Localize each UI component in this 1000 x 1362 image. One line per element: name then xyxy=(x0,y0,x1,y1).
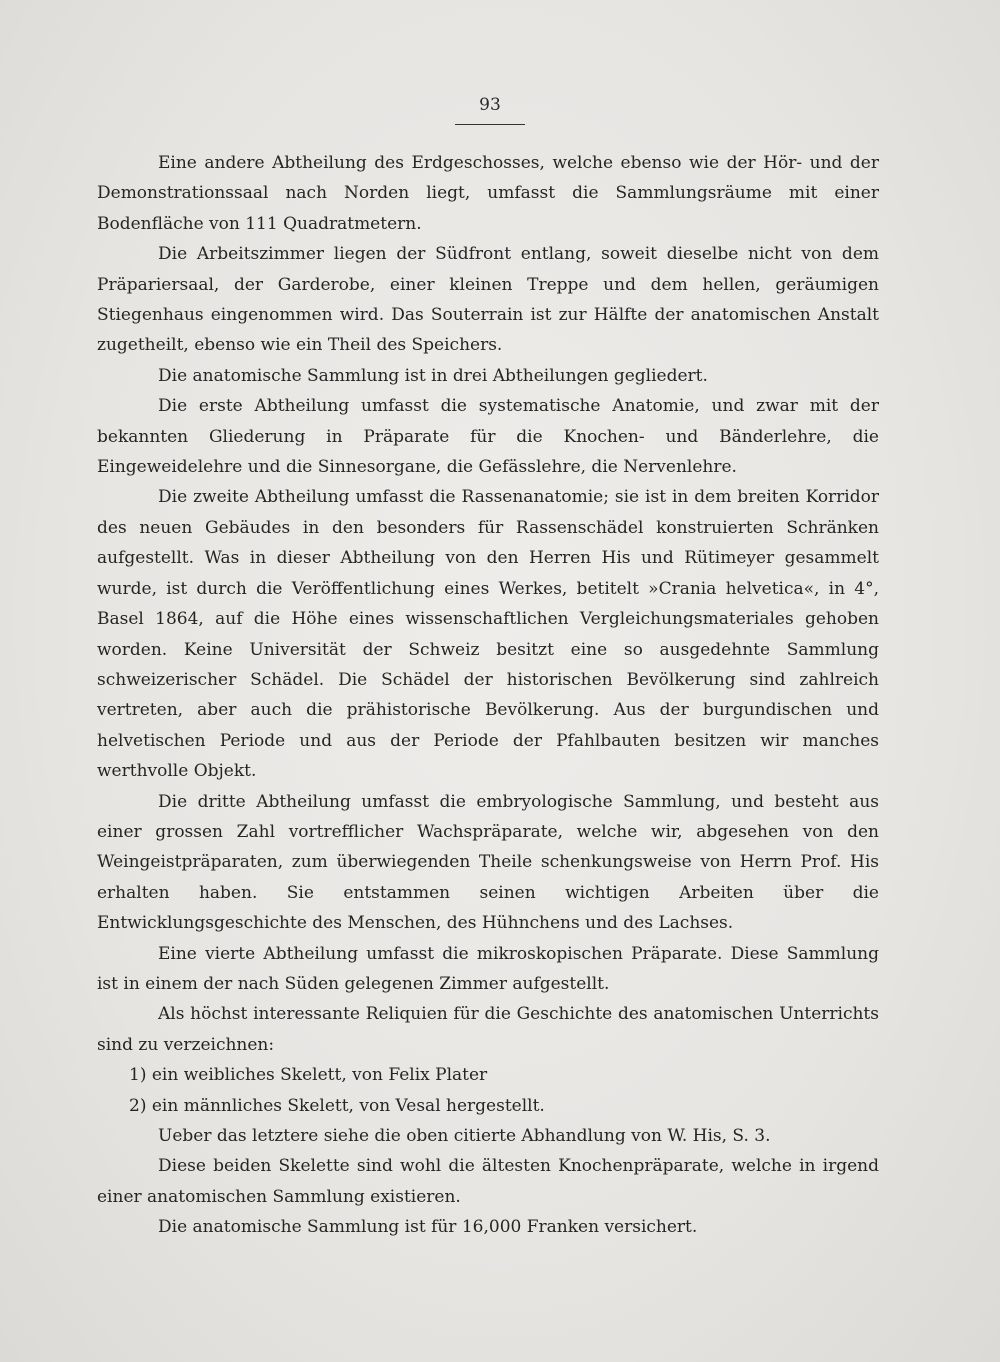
list-item-vesal-skeleton: 2) ein männliches Skelett, von Vesal hergestellt. xyxy=(129,1095,545,1116)
paragraph-insurance: Die anatomische Sammlung ist für 16,000 Franken versichert. xyxy=(158,1217,698,1238)
list-item-plater-skeleton: 1) ein weibliches Skelett, von Felix Plater xyxy=(129,1065,488,1086)
paragraph-first-division: Die erste Abtheilung umfasst die systematische Anatomie, und zwar mit der bekannten Gliederung in Präparate für die Knochen- und Bänderlehre, die Eingeweidelehre und die Sinnesorgane, die Gefässlehre, die Nervenlehre. xyxy=(97,396,879,478)
paragraph-work-rooms: Die Arbeitszimmer liegen der Südfront entlang, soweit dieselbe nicht von dem Präpariersaal, der Garderobe, einer kleinen Treppe und dem hellen, geräumigen Stiegenhaus eingenommen wird. Das Souterrain ist zur Hälfte der anatomischen Anstalt zugetheilt, ebenso wie ein Theil des Speichers. xyxy=(97,244,879,356)
paragraph-collection-rooms: Eine andere Abtheilung des Erdgeschosses, welche ebenso wie der Hör- und der Demonstrationssaal nach Norden liegt, umfasst die Sammlungsräume mit einer Bodenfläche von 111 Quadratmetern. xyxy=(97,153,879,234)
paragraph-second-division: Die zweite Abtheilung umfasst die Rassenanatomie; sie ist in dem breiten Korridor des neuen Gebäudes in den besonders für Rassenschädel konstruierten Schränken aufgestellt. Was in dieser Abtheilung von den Herren His und Rütimeyer gesammelt wurde, ist durch die Veröffentlichung eines Werkes, betitelt »Crania helvetica«, in 4°, Basel 1864, auf die Höhe eines wissenschaftlichen Vergleichungsmateriales gehoben worden. Keine Universität der Schweiz besitzt eine so ausgedehnte Sammlung schweizerischer Schädel. Die Schädel der historischen Bevölkerung sind zahlreich vertreten, aber auch die prähistorische Bevölkerung. Aus der burgundischen und helvetischen Periode und aus der Periode der Pfahlbauten besitzen wir manches werthvolle Objekt. xyxy=(97,487,879,782)
page-number: 93 xyxy=(479,95,501,115)
paragraph-third-division: Die dritte Abtheilung umfasst die embryologische Sammlung, und besteht aus einer grossen Zahl vortrefflicher Wachspräparate, welche wir, abgesehen von den Weingeistpräparaten, zum überwiegenden Theile schenkungsweise von Herrn Prof. His erhalten haben. Sie entstammen seinen wichtigen Arbeiten über die Entwicklungsgeschichte des Menschen, des Hühnchens und des Lachses. xyxy=(97,791,879,934)
paragraph-collection-divisions: Die anatomische Sammlung ist in drei Abtheilungen gegliedert. xyxy=(158,365,708,386)
paragraph-relics: Als höchst interessante Reliquien für die Geschichte des anatomischen Unterrichts sind zu verzeichnen: xyxy=(97,1004,879,1055)
paragraph-fourth-division: Eine vierte Abtheilung umfasst die mikroskopischen Präparate. Diese Sammlung ist in einem der nach Süden gelegenen Zimmer aufgestellt. xyxy=(97,943,879,994)
paragraph-his-reference: Ueber das letztere siehe die oben citierte Abhandlung von W. His, S. 3. xyxy=(158,1126,771,1146)
body-text xyxy=(97,148,879,1243)
header-rule xyxy=(455,124,525,125)
paragraph-oldest-skeletons: Diese beiden Skelette sind wohl die ältesten Knochenpräparate, welche in irgend einer anatomischen Sammlung existieren. xyxy=(97,1156,879,1207)
